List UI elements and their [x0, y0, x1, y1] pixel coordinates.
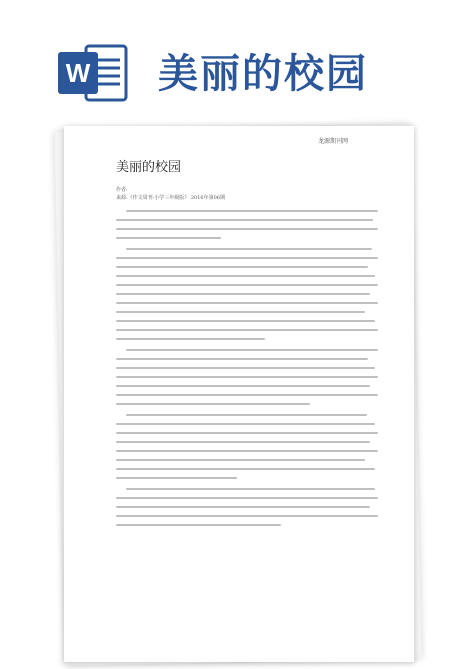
text-line	[116, 237, 221, 239]
text-line	[116, 329, 378, 331]
body-paragraph	[116, 349, 378, 405]
text-line	[126, 349, 378, 351]
text-line	[116, 403, 310, 405]
text-line	[126, 248, 372, 250]
body-paragraph	[116, 414, 378, 479]
text-line	[126, 210, 378, 212]
body-paragraph	[116, 210, 378, 239]
text-line	[116, 515, 378, 517]
text-line	[116, 219, 373, 221]
text-line	[116, 477, 237, 479]
text-line	[116, 266, 368, 268]
text-line	[126, 414, 367, 416]
word-document-icon	[56, 44, 128, 102]
text-line	[116, 228, 378, 230]
text-line	[116, 450, 378, 452]
document-source: 龙源期刊网	[317, 138, 348, 145]
word-logo-letter: W	[65, 58, 91, 88]
text-line	[116, 497, 378, 499]
document-page	[64, 126, 414, 662]
banner-title: 美丽的校园	[158, 51, 368, 97]
banner	[0, 0, 474, 130]
text-line	[116, 275, 375, 277]
body-paragraph	[116, 248, 378, 340]
text-line	[116, 302, 378, 304]
text-line	[116, 367, 375, 369]
text-line	[116, 311, 365, 313]
text-line	[116, 376, 378, 378]
text-line	[116, 468, 375, 470]
text-line	[116, 423, 375, 425]
text-line	[116, 284, 378, 286]
text-line	[116, 506, 370, 508]
text-line	[116, 293, 370, 295]
document-body	[116, 210, 378, 535]
document-source-line: 来源:《作文周刊·小学三年级版》 2016年第06期	[116, 195, 225, 201]
text-line	[126, 488, 375, 490]
text-line	[116, 441, 370, 443]
text-line	[116, 432, 378, 434]
body-paragraph	[116, 488, 378, 526]
text-line	[116, 459, 365, 461]
text-line	[116, 338, 265, 340]
text-line	[116, 385, 370, 387]
text-line	[116, 257, 378, 259]
document-title: 美丽的校园	[116, 160, 182, 175]
text-line	[116, 358, 368, 360]
text-line	[116, 320, 375, 322]
document-author: 作者:	[116, 187, 128, 193]
text-line	[116, 524, 281, 526]
text-line	[116, 394, 378, 396]
